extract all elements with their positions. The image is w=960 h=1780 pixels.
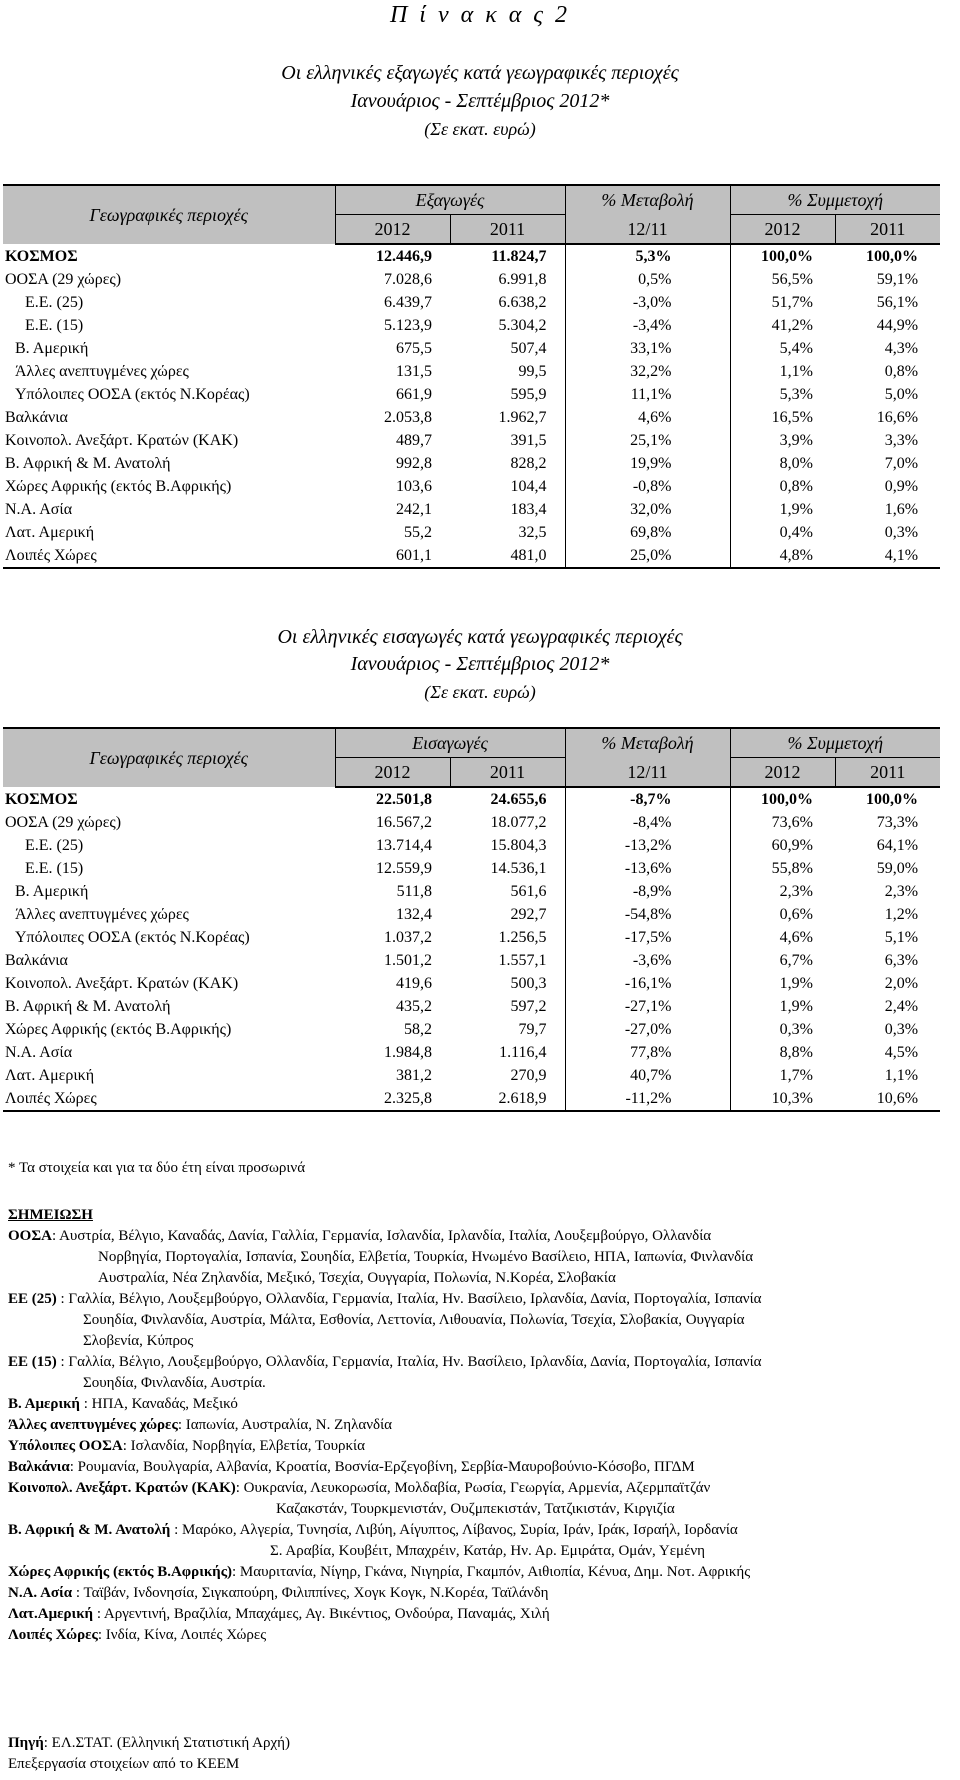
table-row: [3, 360, 940, 383]
note-text: Σ. Αραβία, Κουβέιτ, Μπαχρέιν, Κατάρ, Ην. Αρ. Εμιράτα, Ομάν, Υεμένη: [270, 1543, 706, 1559]
value-cell: 33,1%: [565, 337, 730, 360]
value-cell: 58,2: [404, 1021, 432, 1038]
value-cell: 595,9: [510, 386, 547, 403]
value-cell: 1.984,8: [384, 1044, 432, 1061]
value-cell: 59,0%: [876, 860, 919, 877]
value-cell: 2,0%: [884, 975, 919, 992]
value-cell: -11,2%: [565, 1087, 730, 1111]
value-cell: 25,1%: [565, 429, 730, 452]
value-cell: 419,6: [396, 975, 432, 992]
source-section: [8, 1733, 290, 1775]
value-cell: 1.501,2: [384, 952, 432, 969]
value-cell: 481,0: [450, 544, 565, 568]
value-cell: 132,4: [396, 906, 432, 923]
imports-group-header: Εισαγωγές: [335, 728, 565, 758]
value-cell: 675,5: [396, 340, 432, 357]
value-cell: 183,4: [510, 501, 547, 518]
table-row: [3, 903, 940, 926]
value-cell: 60,9%: [771, 837, 813, 854]
value-cell: 5,3%: [565, 244, 730, 268]
note-text: : ΗΠΑ, Καναδάς, Μεξικό: [79, 1396, 238, 1412]
region-cell: Ε.Ε. (25): [25, 837, 84, 854]
value-cell: 1.256,5: [498, 929, 547, 946]
region-cell: Χώρες Αφρικής (εκτός Β.Αφρικής): [5, 478, 232, 495]
value-cell: -3,6%: [565, 949, 730, 972]
note-text: : Μαρόκο, Αλγερία, Τυνησία, Λιβύη, Αίγυπτος, Λίβανος, Συρία, Ιράν, Ιράκ, Ισραήλ, Ιορδανία: [170, 1522, 738, 1538]
value-cell: 55,8%: [771, 860, 813, 877]
value-cell: 51,7%: [771, 294, 813, 311]
value-cell: 16.567,2: [376, 814, 432, 831]
value-cell: 0,3%: [779, 1021, 813, 1038]
value-cell: 6,3%: [884, 952, 919, 969]
value-cell: 64,1%: [876, 837, 919, 854]
value-cell: 2,3%: [884, 883, 919, 900]
note-text: Νορβηγία, Πορτογαλία, Ισπανία, Σουηδία, Ελβετία, Τουρκία, Ηνωμένο Βασίλειο, ΗΠΑ, Ιαπωνία, Φινλανδία: [98, 1249, 754, 1265]
value-cell: 103,6: [396, 478, 432, 495]
page-title: Π ί ν α κ α ς 2: [389, 2, 571, 28]
value-cell: 104,4: [510, 478, 547, 495]
value-cell: 0,8%: [779, 478, 813, 495]
table-row: [3, 1018, 940, 1041]
value-cell: -0,8%: [565, 475, 730, 498]
value-cell: 1,9%: [779, 501, 813, 518]
value-cell: 4,8%: [730, 544, 835, 568]
value-cell: 100,0%: [761, 248, 813, 265]
region-cell: ΚΟΣΜΟΣ: [5, 790, 78, 808]
region-cell: ΚΟΣΜΟΣ: [5, 247, 78, 265]
value-cell: 4,3%: [884, 340, 919, 357]
value-cell: 500,3: [510, 975, 547, 992]
note-label: Β. Αμερική: [8, 1396, 80, 1412]
value-cell: 4,6%: [779, 929, 813, 946]
value-cell: 5,0%: [884, 386, 919, 403]
note-label: Κοινοπολ. Ανεξάρτ. Κρατών (ΚΑΚ): [8, 1480, 236, 1496]
value-cell: 828,2: [510, 455, 547, 472]
note-label: ΕΕ (25): [8, 1291, 57, 1307]
region-cell: Βαλκάνια: [5, 409, 68, 426]
table-row: [3, 995, 940, 1018]
value-cell: 0,5%: [565, 268, 730, 291]
value-cell: 8,0%: [779, 455, 813, 472]
value-cell: 3,3%: [884, 432, 919, 449]
region-cell: Ε.Ε. (15): [25, 860, 84, 877]
value-cell: 489,7: [396, 432, 432, 449]
note-text: : Γαλλία, Βέλγιο, Λουξεμβούργο, Ολλανδία, Γερμανία, Ιταλία, Ην. Βασίλειο, Ιρλανδία, Δανία, Πορτογαλία, Ισπανία: [56, 1354, 762, 1370]
table-row: [3, 834, 940, 857]
value-cell: -17,5%: [565, 926, 730, 949]
value-cell: 511,8: [396, 883, 432, 900]
value-cell: 7.028,6: [384, 271, 432, 288]
value-cell: 0,3%: [884, 1021, 919, 1038]
value-cell: 1.962,7: [498, 409, 547, 426]
region-cell: Βαλκάνια: [5, 952, 68, 969]
value-cell: 2.053,8: [384, 409, 432, 426]
value-cell: 16,6%: [876, 409, 919, 426]
subheader-cell: 2012: [335, 758, 450, 788]
value-cell: -27,0%: [565, 1018, 730, 1041]
value-cell: 16,5%: [771, 409, 813, 426]
value-cell: 73,6%: [771, 814, 813, 831]
table-row: [3, 268, 940, 291]
region-header: Γεωγραφικές περιοχές: [3, 728, 335, 787]
region-cell: Κοινοπολ. Ανεξάρτ. Κρατών (ΚΑΚ): [5, 975, 239, 992]
notes-section: [8, 1205, 953, 1646]
value-cell: 10,3%: [730, 1087, 835, 1111]
exports-period: Ιανουάριος - Σεπτέμβριος 2012*: [350, 90, 610, 112]
value-cell: -3,0%: [565, 291, 730, 314]
value-cell: 1.116,4: [499, 1044, 547, 1061]
note-text: : Αργεντινή, Βραζιλία, Μπαχάμες, Αγ. Βικέντιος, Ονδούρα, Παναμάς, Χιλή: [93, 1606, 550, 1622]
source-label: Πηγή: [8, 1735, 44, 1751]
value-cell: 1,1%: [779, 363, 813, 380]
value-cell: 4,1%: [835, 544, 940, 568]
subheader-cell: 2011: [835, 215, 940, 245]
share-group-header: % Συμμετοχή: [730, 185, 940, 215]
note-text: Αυστραλία, Νέα Ζηλανδία, Μεξικό, Τσεχία, Ουγγαρία, Πολωνία, Ν.Κορέα, Σλοβακία: [98, 1270, 616, 1286]
subheader-cell: 2011: [450, 215, 565, 245]
region-cell: Ν.Α. Ασία: [5, 1044, 73, 1061]
note-label: Λατ.Αμερική: [8, 1606, 94, 1622]
note-label: Βαλκάνια: [8, 1459, 70, 1475]
value-cell: 2.618,9: [450, 1087, 565, 1111]
value-cell: 1,7%: [779, 1067, 813, 1084]
value-cell: 32,5: [518, 524, 547, 541]
table-row: [3, 314, 940, 337]
value-cell: 270,9: [510, 1067, 547, 1084]
note-label: Χώρες Αφρικής (εκτός Β.Αφρικής): [8, 1564, 233, 1580]
exports-table: [3, 184, 940, 569]
region-cell: Β. Αμερική: [15, 883, 89, 900]
value-cell: 0,4%: [779, 524, 813, 541]
note-text: Σουηδία, Φινλανδία, Αυστρία, Μάλτα, Εσθονία, Λεττονία, Λιθουανία, Πολωνία, Τσεχία, Σλοβακία, Ουγγαρία: [83, 1312, 745, 1328]
imports-unit: (Σε εκατ. ευρώ): [424, 682, 536, 702]
region-cell: Άλλες ανεπτυγμένες χώρες: [15, 906, 189, 923]
value-cell: 381,2: [396, 1067, 432, 1084]
value-cell: 1.037,2: [384, 929, 432, 946]
table-row: [3, 1064, 940, 1087]
value-cell: 0,9%: [884, 478, 919, 495]
table-row: [3, 429, 940, 452]
value-cell: 2,4%: [884, 998, 919, 1015]
table-row: [3, 383, 940, 406]
note-label: Β. Αφρική & Μ. Ανατολή: [8, 1522, 171, 1538]
imports-heading: Οι ελληνικές εισαγωγές κατά γεωγραφικές περιοχές: [277, 626, 683, 648]
exports-group-header: Εξαγωγές: [335, 185, 565, 215]
table-row: [3, 972, 940, 995]
subheader-cell: 2012: [335, 215, 450, 245]
value-cell: 1,9%: [779, 998, 813, 1015]
value-cell: 14.536,1: [490, 860, 547, 877]
note-text: : Ρουμανία, Βουλγαρία, Αλβανία, Κροατία, Βοσνία-Ερζεγοβίνη, Σερβία-Μαυροβούνιο-Κόσοβο, ΠΓΔΜ: [69, 1459, 695, 1475]
table-row: [3, 498, 940, 521]
value-cell: 56,1%: [876, 294, 919, 311]
change-group-header: % Μεταβολή: [565, 185, 730, 215]
notes-title: ΣΗΜΕΙΩΣΗ: [8, 1207, 93, 1223]
value-cell: 1,2%: [884, 906, 919, 923]
value-cell: 73,3%: [876, 814, 919, 831]
value-cell: 7,0%: [884, 455, 919, 472]
table-row: [3, 475, 940, 498]
value-cell: 100,0%: [866, 248, 919, 265]
region-cell: Β. Αφρική & Μ. Ανατολή: [5, 455, 171, 472]
subheader-cell: 2012: [730, 758, 835, 788]
value-cell: 18.077,2: [490, 814, 547, 831]
value-cell: 2.325,8: [335, 1087, 450, 1111]
value-cell: 12.446,9: [376, 248, 432, 265]
value-cell: 6,7%: [779, 952, 813, 969]
table-row: [3, 244, 940, 268]
value-cell: 15.804,3: [490, 837, 547, 854]
note-text: : Αυστρία, Βέλγιο, Καναδάς, Δανία, Γαλλία, Γερμανία, Ισλανδία, Ιρλανδία, Ιταλία, Λουξεμβούργο, Ολλανδία: [51, 1228, 712, 1244]
value-cell: 992,8: [396, 455, 432, 472]
imports-header-row: [3, 728, 940, 758]
table-row: [3, 1087, 940, 1111]
value-cell: 4,5%: [884, 1044, 919, 1061]
value-cell: -16,1%: [565, 972, 730, 995]
value-cell: 44,9%: [876, 317, 919, 334]
region-header: Γεωγραφικές περιοχές: [3, 185, 335, 244]
value-cell: 10,6%: [835, 1087, 940, 1111]
note-text: : Ισλανδία, Νορβηγία, Ελβετία, Τουρκία: [122, 1438, 365, 1454]
region-cell: Λοιπές Χώρες: [3, 544, 335, 568]
value-cell: 32,0%: [565, 498, 730, 521]
value-cell: 11,1%: [565, 383, 730, 406]
exports-header-row: [3, 185, 940, 215]
value-cell: 55,2: [404, 524, 432, 541]
note-text: : Γαλλία, Βέλγιο, Λουξεμβούργο, Ολλανδία, Γερμανία, Ιταλία, Ην. Βασίλειο, Ιρλανδία, Δανία, Πορτογαλία, Ισπανία: [56, 1291, 762, 1307]
value-cell: 0,3%: [884, 524, 919, 541]
value-cell: 5,1%: [884, 929, 919, 946]
table-row: [3, 857, 940, 880]
exports-heading: Οι ελληνικές εξαγωγές κατά γεωγραφικές περιοχές: [281, 62, 679, 84]
value-cell: 69,8%: [565, 521, 730, 544]
note-label: Ν.Α. Ασία: [8, 1585, 73, 1601]
region-cell: ΟΟΣΑ (29 χώρες): [5, 271, 122, 288]
imports-table: [3, 727, 940, 1112]
table-row: [3, 406, 940, 429]
table-row: [3, 521, 940, 544]
value-cell: 12.559,9: [376, 860, 432, 877]
table-row: [3, 1041, 940, 1064]
value-cell: 6.638,2: [498, 294, 547, 311]
value-cell: 11.824,7: [491, 248, 547, 265]
value-cell: 22.501,8: [376, 791, 432, 808]
value-cell: 24.655,6: [490, 791, 547, 808]
value-cell: 292,7: [510, 906, 547, 923]
value-cell: 3,9%: [779, 432, 813, 449]
note-label: Λοιπές Χώρες: [8, 1627, 98, 1643]
region-cell: Λατ. Αμερική: [5, 524, 95, 541]
value-cell: 1,1%: [884, 1067, 919, 1084]
table-row: [3, 291, 940, 314]
region-cell: Κοινοπολ. Ανεξάρτ. Κρατών (ΚΑΚ): [5, 432, 239, 449]
note-text: : Ιαπωνία, Αυστραλία, Ν. Ζηλανδία: [177, 1417, 392, 1433]
note-label: Υπόλοιπες ΟΟΣΑ: [8, 1438, 123, 1454]
value-cell: 1,9%: [779, 975, 813, 992]
table-row: [3, 544, 940, 568]
value-cell: 661,9: [396, 386, 432, 403]
value-cell: 8,8%: [779, 1044, 813, 1061]
value-cell: 100,0%: [866, 791, 919, 808]
value-cell: 100,0%: [761, 791, 813, 808]
value-cell: 13.714,4: [376, 837, 432, 854]
subheader-cell: 12/11: [565, 215, 730, 245]
value-cell: -8,7%: [565, 787, 730, 811]
value-cell: 5.123,9: [384, 317, 432, 334]
value-cell: 0,8%: [884, 363, 919, 380]
table-row: [3, 926, 940, 949]
value-cell: 32,2%: [565, 360, 730, 383]
value-cell: 77,8%: [565, 1041, 730, 1064]
value-cell: 25,0%: [565, 544, 730, 568]
note-text: : Μαυριτανία, Νίγηρ, Γκάνα, Νιγηρία, Γκαμπόν, Αιθιοπία, Κένυα, Δημ. Νοτ. Αφρικής: [232, 1564, 751, 1580]
value-cell: 5,4%: [779, 340, 813, 357]
note-label: ΕΕ (15): [8, 1354, 57, 1370]
value-cell: 561,6: [510, 883, 547, 900]
value-cell: 19,9%: [565, 452, 730, 475]
value-cell: 40,7%: [565, 1064, 730, 1087]
value-cell: 5,3%: [779, 386, 813, 403]
region-cell: Υπόλοιπες ΟΟΣΑ (εκτός Ν.Κορέας): [15, 929, 250, 946]
table-row: [3, 337, 940, 360]
share-group-header: % Συμμετοχή: [730, 728, 940, 758]
value-cell: 391,5: [510, 432, 547, 449]
table-row: [3, 452, 940, 475]
region-cell: Λατ. Αμερική: [5, 1067, 95, 1084]
value-cell: -8,4%: [565, 811, 730, 834]
value-cell: -8,9%: [565, 880, 730, 903]
note-text: : Ινδία, Κίνα, Λοιπές Χώρες: [97, 1627, 267, 1643]
imports-period: Ιανουάριος - Σεπτέμβριος 2012*: [350, 653, 610, 675]
value-cell: 601,1: [335, 544, 450, 568]
table-row: [3, 787, 940, 811]
note-label: Άλλες ανεπτυγμένες χώρες: [8, 1417, 178, 1433]
value-cell: 507,4: [510, 340, 547, 357]
note-text: Καζακστάν, Τουρκμενιστάν, Ουζμπεκιστάν, Τατζικιστάν, Κιργιζία: [276, 1501, 675, 1517]
value-cell: 6.439,7: [384, 294, 432, 311]
exports-unit: (Σε εκατ. ευρώ): [424, 119, 536, 139]
subheader-cell: 2011: [835, 758, 940, 788]
subheader-cell: 2011: [450, 758, 565, 788]
value-cell: 99,5: [518, 363, 547, 380]
note-label: ΟΟΣΑ: [8, 1228, 52, 1244]
value-cell: 6.991,8: [498, 271, 547, 288]
processing-text: Επεξεργασία στοιχείων από το ΚΕΕΜ: [8, 1756, 240, 1772]
value-cell: 0,6%: [779, 906, 813, 923]
region-cell: Ν.Α. Ασία: [5, 501, 73, 518]
region-cell: Β. Αφρική & Μ. Ανατολή: [5, 998, 171, 1015]
region-cell: Λοιπές Χώρες: [3, 1087, 335, 1111]
note-text: : Ταϊβάν, Ινδονησία, Σιγκαπούρη, Φιλιππίνες, Χογκ Κογκ, Ν.Κορέα, Ταϊλάνδη: [72, 1585, 549, 1601]
value-cell: -13,6%: [565, 857, 730, 880]
value-cell: -54,8%: [565, 903, 730, 926]
value-cell: 5.304,2: [498, 317, 547, 334]
value-cell: 1.557,1: [498, 952, 547, 969]
table-row: [3, 880, 940, 903]
value-cell: 435,2: [396, 998, 432, 1015]
note-text: : Ουκρανία, Λευκορωσία, Μολδαβία, Ρωσία, Γεωργία, Αρμενία, Αζερμπαϊτζάν: [235, 1480, 711, 1496]
value-cell: 4,6%: [565, 406, 730, 429]
region-cell: Άλλες ανεπτυγμένες χώρες: [15, 363, 189, 380]
change-group-header: % Μεταβολή: [565, 728, 730, 758]
table-row: [3, 811, 940, 834]
subheader-cell: 12/11: [565, 758, 730, 788]
region-cell: ΟΟΣΑ (29 χώρες): [5, 814, 122, 831]
subheader-cell: 2012: [730, 215, 835, 245]
value-cell: 59,1%: [876, 271, 919, 288]
value-cell: 131,5: [396, 363, 432, 380]
value-cell: 2,3%: [779, 883, 813, 900]
note-text: Σουηδία, Φινλανδία, Αυστρία.: [83, 1375, 266, 1391]
provisional-footnote: * Τα στοιχεία και για τα δύο έτη είναι προσωρινά: [8, 1160, 306, 1176]
value-cell: 242,1: [396, 501, 432, 518]
value-cell: 1,6%: [884, 501, 919, 518]
note-text: Σλοβενία, Κύπρος: [83, 1333, 194, 1349]
value-cell: -13,2%: [565, 834, 730, 857]
value-cell: -3,4%: [565, 314, 730, 337]
value-cell: 56,5%: [771, 271, 813, 288]
region-cell: Ε.Ε. (25): [25, 294, 84, 311]
region-cell: Υπόλοιπες ΟΟΣΑ (εκτός Ν.Κορέας): [15, 386, 250, 403]
value-cell: 597,2: [510, 998, 547, 1015]
value-cell: 79,7: [518, 1021, 547, 1038]
value-cell: 41,2%: [771, 317, 813, 334]
region-cell: Ε.Ε. (15): [25, 317, 84, 334]
source-text: : ΕΛ.ΣΤΑΤ. (Ελληνική Στατιστική Αρχή): [43, 1735, 290, 1751]
table-row: [3, 949, 940, 972]
value-cell: -27,1%: [565, 995, 730, 1018]
region-cell: Χώρες Αφρικής (εκτός Β.Αφρικής): [5, 1021, 232, 1038]
region-cell: Β. Αμερική: [15, 340, 89, 357]
